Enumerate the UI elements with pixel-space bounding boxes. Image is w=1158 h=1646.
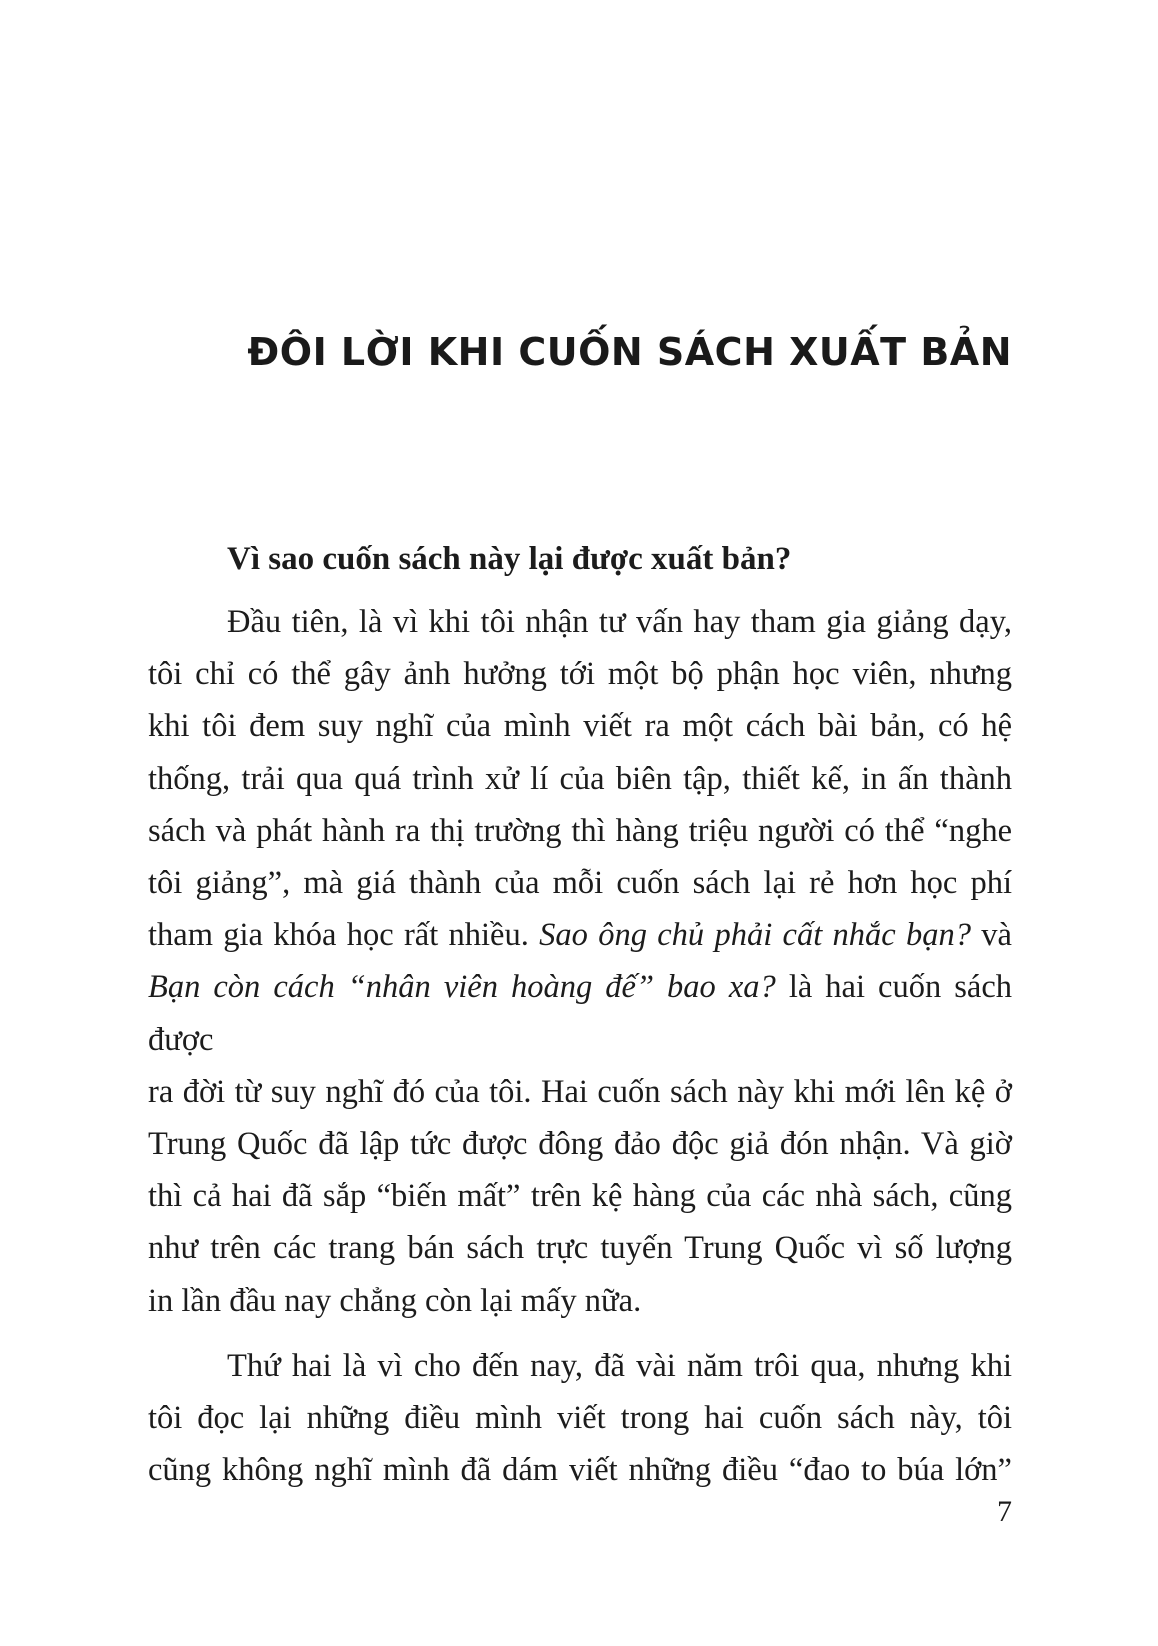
page-body bbox=[148, 533, 1012, 1496]
paragraph-line: Thứ hai là vì cho đến nay, đã vài năm trôi qua, nhưng khi bbox=[227, 1347, 1012, 1384]
paragraph-line: sách và phát hành ra thị trường thì hàng triệu người có thể “nghe bbox=[148, 812, 1012, 849]
book-title-italic: Bạn còn cách “nhân viên hoàng đế” bao xa? bbox=[148, 969, 776, 1006]
paragraph-line: tôi giảng”, mà giá thành của mỗi cuốn sách lại rẻ hơn học phí bbox=[148, 865, 1012, 902]
page-number: 7 bbox=[997, 1495, 1012, 1528]
paragraph-line: tôi chỉ có thể gây ảnh hưởng tới một bộ phận học viên, nhưng bbox=[148, 656, 1012, 693]
line-text: và bbox=[971, 917, 1012, 954]
line-text: là hai cuốn sách được bbox=[148, 969, 1012, 1058]
paragraph-line: tôi đọc lại những điều mình viết trong hai cuốn sách này, tôi bbox=[148, 1400, 1012, 1437]
paragraph-line: Trung Quốc đã lập tức được đông đảo độc giả đón nhận. Và giờ bbox=[148, 1126, 1012, 1163]
paragraph-line: Đầu tiên, là vì khi tôi nhận tư vấn hay tham gia giảng dạy, bbox=[227, 604, 1012, 640]
line-text: tham gia khóa học rất nhiều. bbox=[148, 917, 540, 954]
paragraph-line bbox=[148, 909, 1012, 961]
chapter-title: ĐÔI LỜI KHI CUỐN SÁCH XUẤT BẢN bbox=[247, 330, 1012, 374]
section-heading: Vì sao cuốn sách này lại được xuất bản? bbox=[227, 541, 792, 577]
paragraph-line: in lần đầu nay chẳng còn lại mấy nữa. bbox=[148, 1282, 642, 1319]
paragraph-line: thống, trải qua quá trình xử lí của biên tập, thiết kế, in ấn thành bbox=[148, 760, 1012, 797]
paragraph-line: như trên các trang bán sách trực tuyến Trung Quốc vì số lượng bbox=[148, 1230, 1012, 1267]
paragraph-line: thì cả hai đã sắp “biến mất” trên kệ hàng của các nhà sách, cũng bbox=[148, 1178, 1012, 1215]
paragraph-1 bbox=[148, 596, 1012, 1327]
book-title-italic: Sao ông chủ phải cất nhắc bạn? bbox=[539, 917, 972, 954]
paragraph-line: ra đời từ suy nghĩ đó của tôi. Hai cuốn sách này khi mới lên kệ ở bbox=[148, 1073, 1012, 1110]
paragraph-line: khi tôi đem suy nghĩ của mình viết ra một cách bài bản, có hệ bbox=[148, 708, 1012, 745]
paragraph-line: cũng không nghĩ mình đã dám viết những điều “đao to búa lớn” bbox=[148, 1452, 1012, 1489]
paragraph-2 bbox=[148, 1340, 1012, 1497]
paragraph-line bbox=[148, 961, 1012, 1065]
